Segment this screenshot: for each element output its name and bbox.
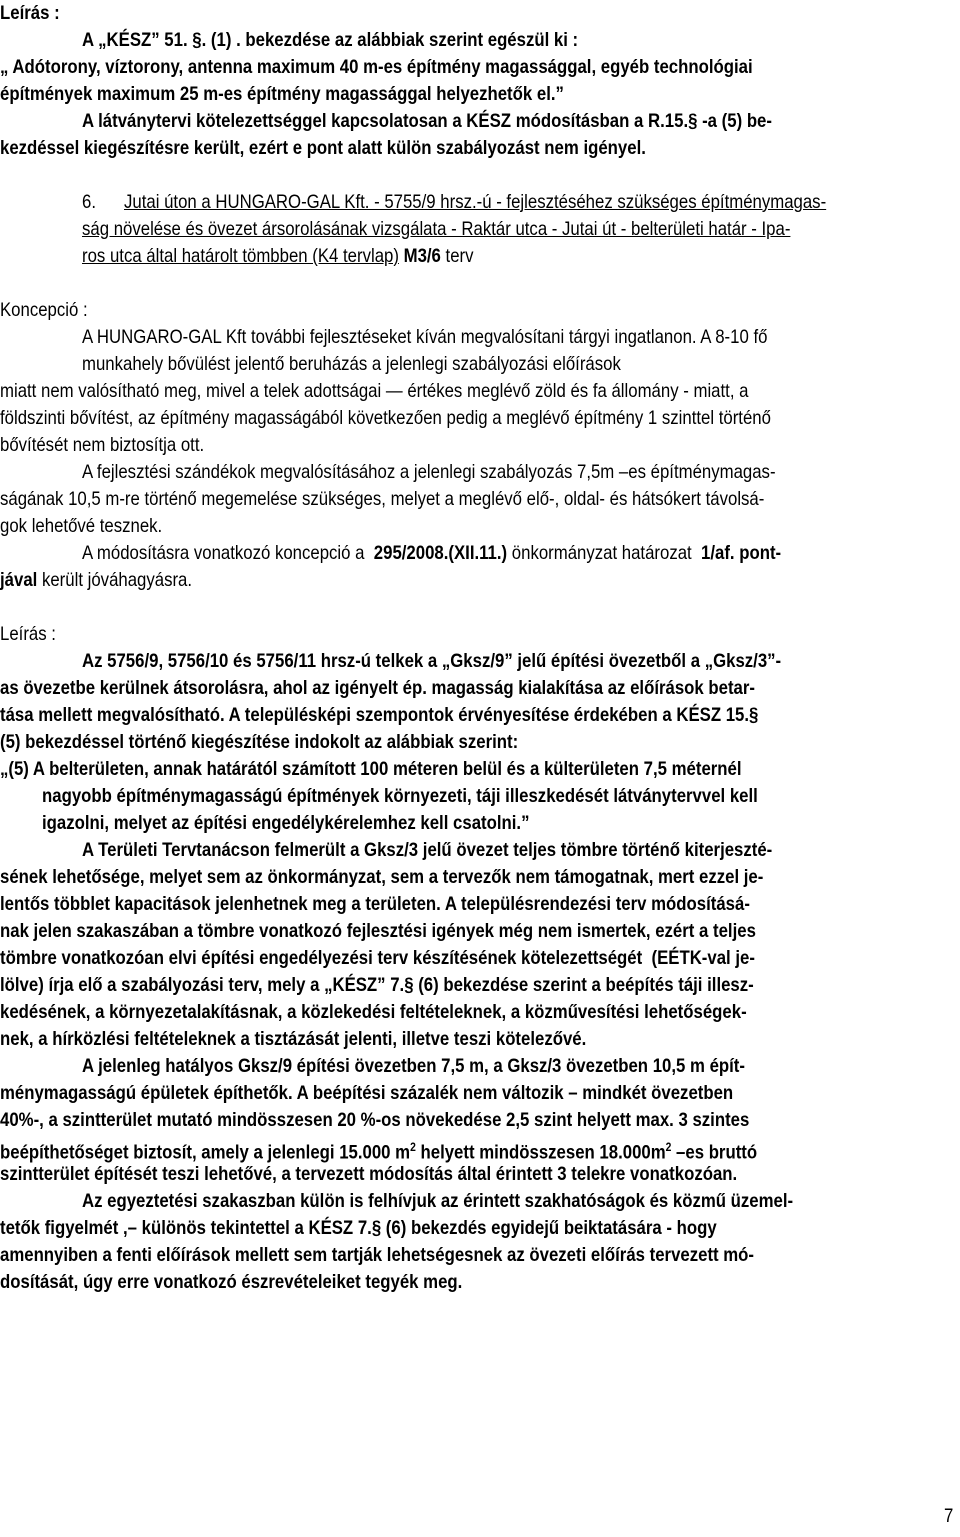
zoning-line-3: 40%-, a szintterület mutató mindösszesen 20 %-os növekedése 2,5 szint helyett max. 3 szintes (0, 1109, 750, 1131)
desc-line-2: as övezetbe kerülnek átsorolásra, ahol az igényelt ép. magasság kialakítása az előírások betar- (0, 677, 755, 699)
concept-approval-line-1 (82, 540, 781, 567)
page-number: 7 (944, 1505, 954, 1527)
item-title-line-2: ság növelése és övezet ársorolásának vizsgálata - Raktár utca - Jutai út - belterületi határ - Ipa- (82, 218, 791, 240)
council-line-4: nak jelen szakaszában a tömbre vonatkozó fejlesztési igények még nem ismertek, ezért a teljes (0, 920, 756, 942)
resolution-point: 1/af. pont- (701, 542, 782, 564)
kesz-amendment-intro: A „KÉSZ” 51. §. (1) . bekezdése az alábbiak szerint egészül ki : (82, 29, 579, 51)
quote-line-1: „(5) A belterületen, annak határától számított 100 méteren belül és a külterületen 7,5 méternél (0, 758, 742, 780)
concept-line-7: ságának 10,5 m-re történő megemelése szükséges, melyet a meglévő elő-, oldal- és hátsókert távolsá- (0, 488, 765, 510)
authority-line-1: Az egyeztetési szakaszban külön is felhívjuk az érintett szakhatóságok és közmű üzemel- (82, 1190, 794, 1212)
desc-line-1: Az 5756/9, 5756/10 és 5756/11 hrsz-ú telkek a „Gksz/9” jelű építési övezetből a „Gksz/3”- (82, 650, 782, 672)
visual-plan-note-line-2: kezdéssel kiegészítésre került, ezért e pont alatt külön szabályozást nem igényel. (0, 137, 646, 159)
quote-line-3: igazolni, melyet az építési engedélykérelemhez kell csatolni.” (42, 812, 530, 834)
quote-line-2: nagyobb építménymagasságú építmények környezeti, táji illeszkedését látványtervvel kell (42, 785, 758, 807)
item-title-line-3 (82, 243, 474, 270)
resolution-number: 295/2008.(XII.11.) (373, 542, 508, 564)
leiras-heading-1: Leírás : (0, 2, 60, 24)
authority-line-4: dosítását, úgy erre vonatkozó észrevételeiket tegyék meg. (0, 1271, 463, 1293)
zoning-text-c: –es bruttó (671, 1141, 758, 1164)
council-line-3: lentős többlet kapacitások jelenhetnek meg a területen. A településrendezési terv módosításá- (0, 893, 750, 915)
concept-line-1: A HUNGARO-GAL Kft további fejlesztéseket kíván megvalósítani tárgyi ingatlanon. A 8-10 fő (82, 326, 768, 348)
desc-line-4: (5) bekezdéssel történő kiegészítése indokolt az alábbiak szerint: (0, 731, 519, 753)
concept-approval-line-2 (0, 567, 192, 594)
block-description: ros utca által határolt tömbben (K4 tervlap) (82, 245, 399, 267)
koncepcio-heading: Koncepció : (0, 299, 88, 321)
resolution-point-end: jával (0, 569, 38, 591)
superscript-2: 2 (665, 1140, 672, 1154)
council-line-2: sének lehetősége, melyet sem az önkormányzat, sem a tervezők nem támogatnak, mert ezzel je- (0, 866, 764, 888)
council-line-8: nek, a hírközlési feltételeknek a tisztázását jelenti, illetve teszi kötelezővé. (0, 1028, 587, 1050)
approval-text: A módosításra vonatkozó koncepció a (82, 542, 365, 564)
council-line-1: A Területi Tervtanácson felmerült a Gksz/3 jelű övezet teljes tömbre történő kiterjeszté- (82, 839, 773, 861)
council-line-7: kedésének, a környezetalakításnak, a közlekedési feltételeknek, a közművesítési lehetőségek- (0, 1001, 747, 1023)
zoning-line-5: szintterület építését teszi lehetővé, a tervezett módosítás által érintett 3 telekre vonatkozóan. (0, 1163, 738, 1185)
item-title-line-1: Jutai úton a HUNGARO-GAL Kft. - 5755/9 hrsz.-ú - fejlesztéséhez szükséges építménymagas- (124, 191, 827, 213)
plan-label: terv (445, 245, 474, 267)
concept-line-8: gok lehetővé tesznek. (0, 515, 163, 537)
zoning-text-b: helyett mindösszesen 18.000m (415, 1141, 666, 1164)
concept-line-2: munkahely bővülést jelentő beruházás a jelenlegi szabályozási előírások (82, 353, 621, 375)
concept-line-3: miatt nem valósítható meg, mivel a telek adottságai — értékes meglévő zöld és fa állomány - miatt, a (0, 380, 749, 402)
concept-line-4: földszinti bővítést, az építmény magasságából következően pedig a meglévő építmény 1 szinttel történő (0, 407, 771, 429)
leiras-heading-2: Leírás : (0, 623, 56, 645)
zoning-line-2: ménymagasságú épületek építhetők. A beépítési százalék nem változik – mindkét övezetben (0, 1082, 734, 1104)
resolution-text: önkormányzat határozat (511, 542, 692, 564)
authority-line-2: tetők figyelmét ,– különös tekintettel a KÉSZ 7.§ (6) bekezdés egyidejű beiktatására - hogy (0, 1217, 717, 1239)
council-line-5: tömbre vonatkozóan elvi építési engedélyezési terv készítésének kötelezettségét (EÉTK-val je- (0, 947, 755, 969)
visual-plan-note-line-1: A látványtervi kötelezettséggel kapcsolatosan a KÉSZ módosításban a R.15.§ -a (5) be- (82, 110, 772, 132)
superscript-2: 2 (410, 1140, 416, 1154)
concept-line-6: A fejlesztési szándékok megvalósításához a jelenlegi szabályozás 7,5m –es építménymagas- (82, 461, 776, 483)
concept-line-5: bővítését nem biztosítja ott. (0, 434, 205, 456)
approval-end: került jóváhagyásra. (41, 569, 193, 591)
item-number: 6. (82, 191, 96, 213)
plan-sheet-ref: M3/6 (403, 245, 441, 267)
council-line-6: lölve) írja elő a szabályozási terv, mely a „KÉSZ” 7.§ (6) bekezdése szerint a beépítés táji illesz- (0, 974, 754, 996)
quoted-rule-line-1: „ Adótorony, víztorony, antenna maximum 40 m-es építmény magassággal, egyéb technológiai (0, 56, 753, 78)
desc-line-3: tása mellett megvalósítható. A településképi szempontok érvényesítése érdekében a KÉSZ 15.§ (0, 704, 759, 726)
quoted-rule-line-2: építmények maximum 25 m-es építmény magassággal helyezhetők el.” (0, 83, 564, 105)
authority-line-3: amennyiben a fenti előírások mellett sem tartják lehetségesnek az övezeti előírás tervezett mó- (0, 1244, 755, 1266)
zoning-line-1: A jelenleg hatályos Gksz/9 építési övezetben 7,5 m, a Gksz/3 övezetben 10,5 m épít- (82, 1055, 745, 1077)
zoning-text-a: beépíthetőséget biztosít, amely a jelenlegi 15.000 m (0, 1141, 411, 1164)
